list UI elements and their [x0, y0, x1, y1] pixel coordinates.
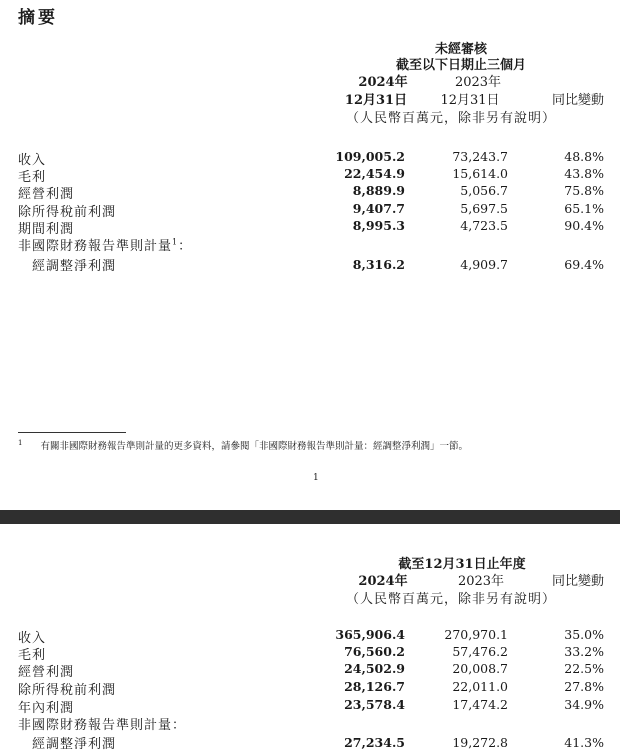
row-label: 毛利 [18, 648, 47, 663]
value-2023: 57,476.2 [452, 644, 508, 659]
footnote-marker: 1 [18, 438, 23, 447]
value-change: 90.4% [564, 218, 604, 233]
value-2024: 24,502.9 [344, 661, 405, 676]
value-change: 33.2% [564, 644, 604, 659]
nonifrs-heading [18, 235, 192, 254]
s1-col1-date: 12月31日 [344, 93, 408, 108]
value-change: 65.1% [564, 201, 604, 216]
s1-col2-date: 12月31日 [440, 93, 500, 108]
row-label: 經調整淨利潤 [32, 259, 117, 274]
s2-col1-year: 2024年 [358, 574, 408, 589]
nonifrs-heading: 非國際財務報告準則計量： [18, 718, 187, 733]
value-2024: 28,126.7 [344, 679, 405, 694]
row-label: 毛利 [18, 170, 47, 185]
value-2023: 20,008.7 [452, 661, 508, 676]
row-label: 經營利潤 [18, 187, 75, 202]
value-2023: 4,723.5 [460, 218, 508, 233]
row-label: 期間利潤 [18, 222, 75, 237]
value-2024: 76,560.2 [344, 644, 405, 659]
value-2024: 8,889.9 [352, 183, 405, 198]
row-label: 除所得稅前利潤 [18, 683, 117, 698]
value-2023: 22,011.0 [452, 679, 508, 694]
value-2023: 15,614.0 [452, 166, 508, 181]
value-change: 27.8% [564, 679, 604, 694]
value-change: 75.8% [564, 183, 604, 198]
value-2023: 19,272.8 [452, 735, 508, 750]
row-label: 經調整淨利潤 [32, 737, 117, 752]
row-label: 年內利潤 [18, 701, 75, 716]
value-2023: 5,697.5 [460, 201, 508, 216]
s2-header-period: 截至12月31日止年度 [398, 557, 526, 572]
value-2024: 365,906.4 [335, 627, 405, 642]
nonifrs-colon: ： [178, 239, 193, 254]
value-change: 43.8% [564, 166, 604, 181]
value-2023: 270,970.1 [444, 627, 508, 642]
value-2024: 22,454.9 [344, 166, 405, 181]
value-2024: 27,234.5 [344, 735, 405, 750]
value-change: 35.0% [564, 627, 604, 642]
footnote-text: 有關非國際財務報告準則計量的更多資料，請參閱「非國際財務報告準則計量：經調整淨利潤」一節。 [40, 441, 468, 452]
value-change: 22.5% [564, 661, 604, 676]
row-label: 除所得稅前利潤 [18, 205, 117, 220]
row-label: 收入 [18, 153, 47, 168]
footnote-divider [18, 432, 126, 433]
value-change: 34.9% [564, 697, 604, 712]
row-label: 經營利潤 [18, 665, 75, 680]
nonifrs-label: 非國際財務報告準則計量 [18, 239, 173, 254]
s2-col3-label: 同比變動 [551, 574, 604, 589]
value-2023: 5,056.7 [460, 183, 508, 198]
value-change: 48.8% [564, 149, 604, 164]
value-2024: 8,995.3 [352, 218, 405, 233]
s1-header-period: 截至以下日期止三個月 [395, 58, 527, 73]
row-label: 收入 [18, 631, 47, 646]
footnote-ref: 1 [172, 237, 179, 247]
value-2024: 9,407.7 [352, 201, 405, 216]
value-change: 41.3% [564, 735, 604, 750]
s1-col1-year: 2024年 [358, 75, 408, 90]
s1-unit-note: （人民幣百萬元，除非另有說明） [346, 111, 557, 126]
page-title: 摘要 [18, 8, 58, 28]
value-2023: 4,909.7 [460, 257, 508, 272]
value-2024: 109,005.2 [335, 149, 405, 164]
value-2024: 8,316.2 [352, 257, 405, 272]
value-change: 69.4% [564, 257, 604, 272]
s2-col2-year: 2023年 [457, 574, 505, 589]
value-2023: 73,243.7 [452, 149, 508, 164]
s1-col2-year: 2023年 [454, 75, 502, 90]
page-separator [0, 510, 620, 524]
footnote [18, 438, 468, 452]
s1-col3-label: 同比變動 [551, 93, 604, 108]
s1-header-unaudited: 未經審核 [434, 42, 488, 57]
s2-unit-note: （人民幣百萬元，除非另有說明） [346, 592, 557, 607]
value-2024: 23,578.4 [344, 697, 405, 712]
page-number: 1 [313, 473, 319, 483]
value-2023: 17,474.2 [452, 697, 508, 712]
